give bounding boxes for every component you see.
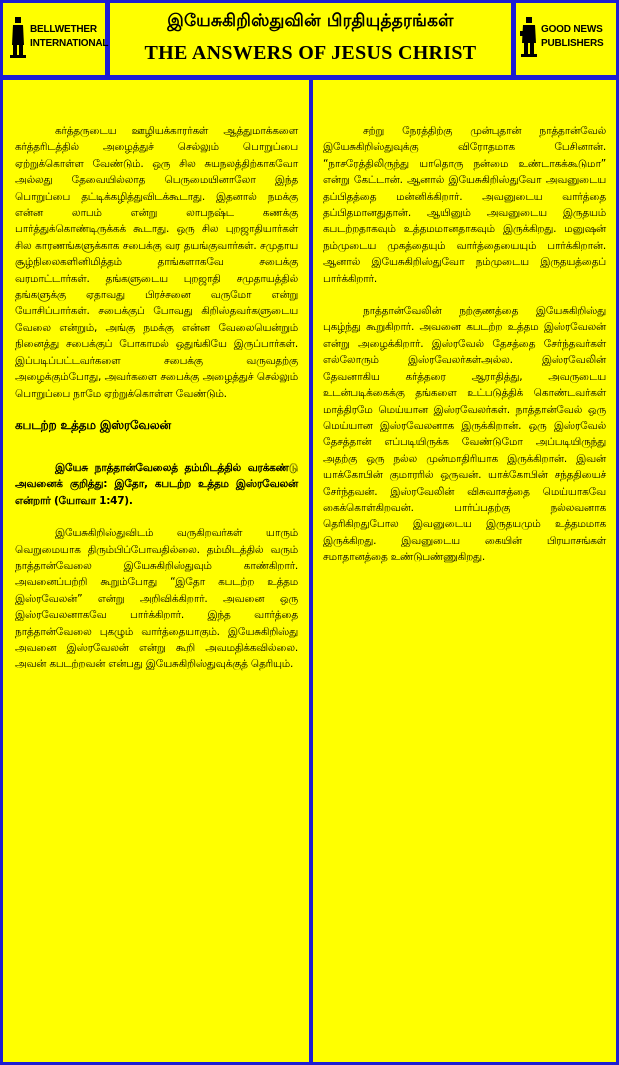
right-paragraph-2: நாத்தான்வேலின் நற்குணத்தை இயேசுகிறிஸ்து புகழ்ந்து கூறுகிறார். அவனை கபடற்ற உத்தம இஸ்ரவேலன் என்று அழைக்கிறார். இஸ்ரவேல் தேசத்தை சேர்ந்தவர்கள் எல்லோரும் இஸ்ரவேலர்கள்அல்ல. இஸ்ரவேலின் தேவனாகிய கர்த்தரை ஆராதித்து, அவருடைய உடன்படிக்கைக்கு தங்களை உட்படுத்திக் கொண்டவர்கள் மாத்திரமே மெய்யான இஸ்ரவேலர்கள். நாத்தான்வேல் ஒரு மெய்யான இஸ்ரவேலனாக இருக்கிறான். ஒரு இஸ்ரவேல் தேசத்தான் எப்படியிருக்க வேண்டுமோ அப்படியிருந்து அதற்கு ஒரு நல்ல முன்மாதிரியாக இருக்கிறான். இவன் யாக்கோபின் குமாரரில் ஒருவன். யாக்கோபின் சந்ததியைச் சேர்ந்தவன். இஸ்ரவேலின் விசுவாசத்தை மெய்யாகவே கைக்கொள்கிறவன். பார்ப்பதற்கு நல்லவனாக தெரிகிறதுபோல இவனுடைய இருதயமும் உத்தமமாக இருக்கிறது. இவனுடைய கையின் பிரயாசங்கள் சமாதானத்தை உண்டுபண்ணுகிறது. [323, 305, 606, 564]
page-title-tamil: இயேசுகிறிஸ்துவின் பிரதியுத்தரங்கள் [167, 11, 454, 31]
page-title-english: THE ANSWERS OF JESUS CHRIST [144, 42, 477, 64]
bellwether-figure-icon [9, 15, 27, 59]
right-column [313, 80, 616, 1062]
left-logo-line2: INTERNATIONAL [30, 38, 109, 49]
left-column [3, 80, 309, 1062]
goodnews-logo-panel [516, 3, 616, 75]
right-logo-line1: GOOD NEWS [541, 24, 603, 35]
bellwether-logo-panel [3, 3, 109, 75]
right-paragraph-1: சற்று நேரத்திற்கு முன்புதான் நாத்தான்வேல் இயேசுகிறிஸ்துவுக்கு விரோதமாக பேசினான். “நாசரேத்திலிருந்து யாதொரு நன்மை உண்டாகக்கூடுமா” என்று கேட்டான். ஆனால் இயேசுகிறிஸ்துவோ அவனுடைய தப்பிதத்தை மன்னிக்கிறார். அவனுடைய வார்த்தை தப்பிதமானதுதான். ஆயினும் அவனுடைய இருதயம் கபடற்றதாகவும் உத்தமமானதாகவும் இருக்கிறது. மனுஷன் நம்முடைய முகத்தையும் வார்த்தையையும் பார்க்கிறான். ஆனால் இயேசுகிறிஸ்துவோ நம்முடைய இருதயத்தைப் பார்க்கிறார். [323, 125, 606, 285]
reading-figure-icon [520, 15, 538, 59]
section-heading: கபடற்ற உத்தம இஸ்ரவேலன் [15, 417, 171, 432]
scripture-verse: இயேசு நாத்தான்வேலைத் தம்மிடத்தில் வரக்கண்டு அவனைக் குறித்து: இதோ, கபடற்ற உத்தம இஸ்ரவேலன் என்றார் (யோவா 1:47). [15, 461, 298, 507]
page-header [110, 3, 511, 75]
left-paragraph-1: கர்த்தருடைய ஊழியக்காரர்கள் ஆத்துமாக்களை கர்த்தரிடத்தில் அழைத்துச் செல்லும் பொறுப்பை ஏற்றுக்கொள்ள வேண்டும். ஒரு சில சுயநலத்திற்காகவோ அல்லது தேவையில்லாத பெருமையினாலோ இந்த பொறுப்பை தட்டிக்கழித்துவிடக்கூடாது. இதனால் நமக்கு என்ன லாபம் என்று லாபநஷ்ட கணக்கு பார்த்துக்கொண்டிருக்கக் கூடாது. ஒரு சில புறஜாதியார்கள் சில காரணங்களுக்காக சபைக்கு வர தயங்குவார்கள். சமுதாய சூழ்நிலைகளினிமித்தம் தாங்களாகவே சபைக்கு வரமாட்டார்கள். தங்களுடைய புறஜாதி சமுதாயத்தில் தங்களுக்கு ஏதாவது பிரச்சனை வருமோ என்று யோசிப்பார்கள். சபைக்குப் போவது கிறிஸ்தவர்களுடைய வேலை என்றும், அங்கு நமக்கு என்ன வேலையென்றும் நினைத்து சபைக்குப் போகாமல் ஒதுங்கியே இருப்பார்கள். இப்படிப்பட்டவர்களை சபைக்கு வருவதற்கு அழைக்கும்போது, அவர்களை சபைக்கு அழைத்துச் செல்லும் பொறுப்பை நாமே ஏற்றுக்கொள்ள வேண்டும். [15, 125, 298, 400]
right-logo-line2: PUBLISHERS [541, 38, 604, 49]
left-logo-line1: BELLWETHER [30, 24, 97, 35]
left-paragraph-2: இயேசுகிறிஸ்துவிடம் வருகிறவர்கள் யாரும் வெறுமையாக திரும்பிப்போவதில்லை. தம்மிடத்தில் வரும் நாத்தான்வேலை இயேசுகிறிஸ்துவும் காண்கிறார். அவனைப்பற்றி கூறும்போது “இதோ கபடற்ற உத்தம இஸ்ரவேலன்” என்று அறிவிக்கிறார். அவனை ஒரு இஸ்ரவேலனாகவே பார்க்கிறார். இந்த வார்த்தை நாத்தான்வேலை புகழும் வார்த்தையாகும். இயேசுகிறிஸ்து அவனை இஸ்ரவேலன் என்று கூறி அவமதிக்கவில்லை. அவன் கபடற்றவன் என்பது இயேசுகிறிஸ்துவுக்குத் தெரியும். [15, 527, 298, 671]
